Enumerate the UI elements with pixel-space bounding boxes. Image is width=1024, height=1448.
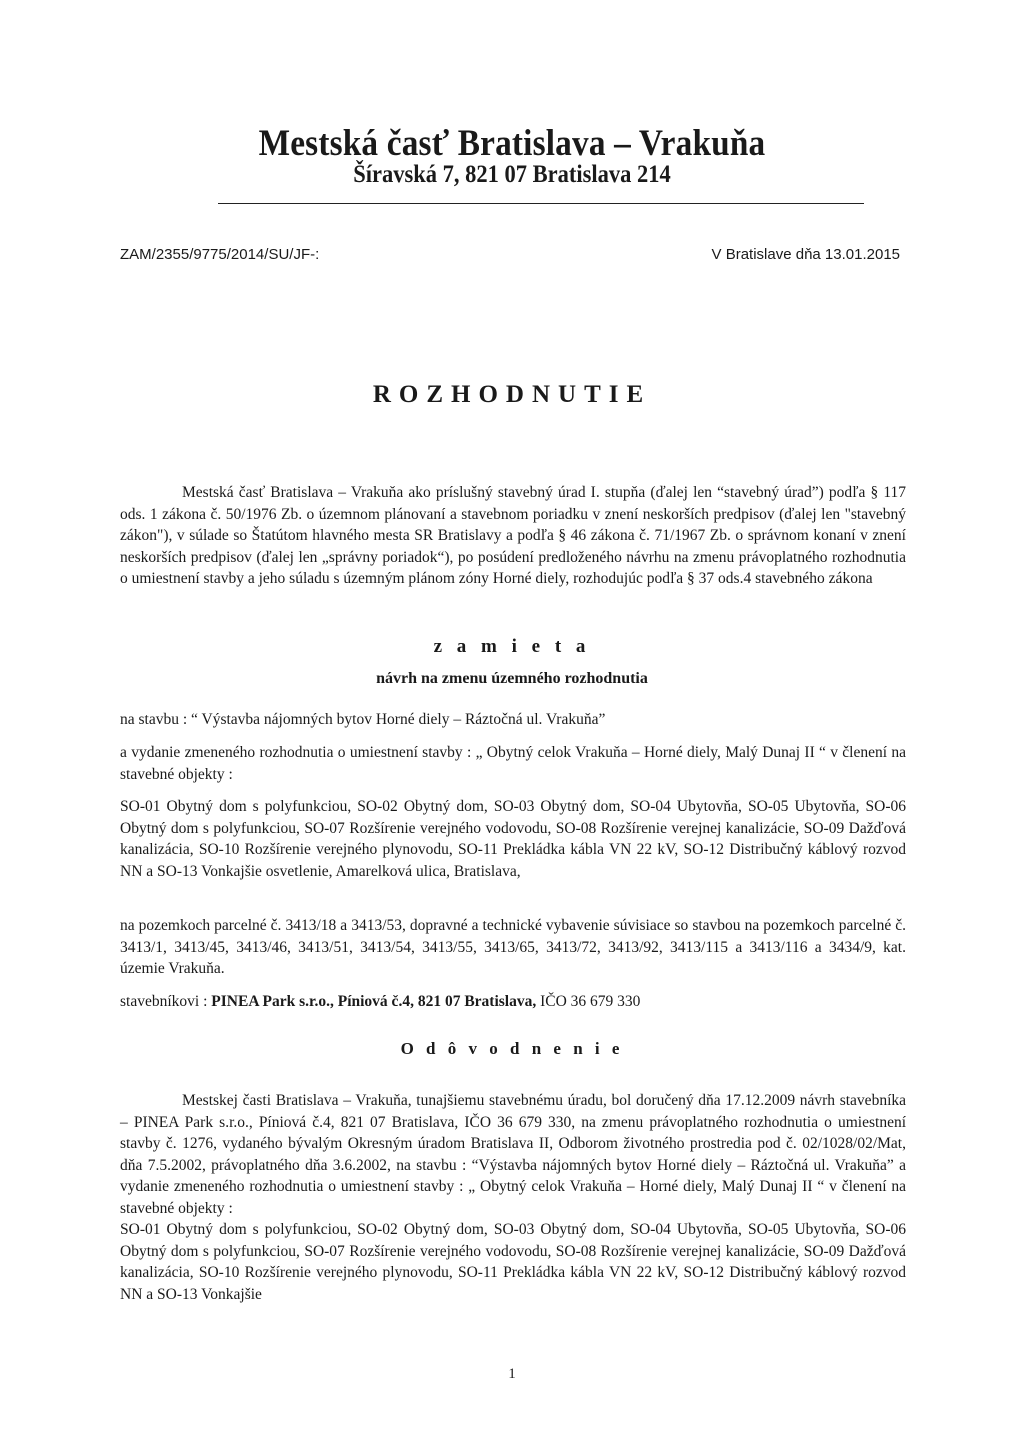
builder-label: stavebníkovi :: [120, 993, 212, 1010]
parcels-block: [120, 915, 906, 980]
verdict: z a m i e t a: [433, 636, 591, 657]
reasoning-paragraph: Mestskej časti Bratislava – Vrakuňa, tunajšiemu stavebnému úradu, bol doručený dňa 17.12.2009 návrh stavebníka – PINEA Park s.r.o., Píniová č.4, 821 07 Bratislava, IČO 36 679 330, na zmenu právoplatného rozhodnutia o umiestnení stavby č. 1276, vydaného bývalým Okresným úradom Bratislava II, Odborom životného prostredia pod č. 02/1028/02/Mat, dňa 7.5.2002, právoplatného dňa 3.6.2002, na stavbu : “Výstavba nájomných bytov Horné diely – Ráztočná ul. Vrakuňa” a vydanie zmeneného rozhodnutia o umiestnení stavby : „ Obytný celok Vrakuňa – Horné diely, Malý Dunaj II “ v členení na stavebné objekty :: [120, 1092, 906, 1217]
builder-line: [120, 991, 906, 1013]
stavba-block: [120, 709, 906, 731]
parcels-line: na pozemkoch parcelné č. 3413/18 a 3413/53, dopravné a technické vybavenie súvisiace so stavbou na pozemkoch parcelné č. 3413/1, 3413/45, 3413/46, 3413/51, 3413/54, 3413/55, 3413/65, 3413/72, 3413/92, 3413/115 a 3413/116 a 3434/9, kat. územie Vrakuňa.: [120, 917, 906, 977]
objects-block: [120, 796, 906, 882]
decision-intro-block: [120, 482, 906, 590]
issue-date: V Bratislave dňa 13.01.2015: [711, 246, 900, 263]
decision-title: ROZHODNUTIE: [372, 381, 652, 408]
header-divider: [218, 203, 864, 204]
reasoning-objects: SO-01 Obytný dom s polyfunkciou, SO-02 Obytný dom, SO-03 Obytný dom, SO-04 Ubytovňa, SO-05 Ubytovňa, SO-06 Obytný dom s polyfunkciou, SO-07 Rozšírenie verejného vodovodu, SO-08 Rozšírenie verejnej kanalizácie, SO-09 Dažďová kanalizácia, SO-10 Rozšírenie verejného plynovodu, SO-11 Prekládka kábla VN 22 kV, SO-12 Distribučný káblový rozvod NN a SO-13 Vonkajšie: [120, 1221, 906, 1303]
verdict-object: návrh na zmenu územného rozhodnutia: [376, 670, 648, 687]
builder-ico: IČO 36 679 330: [536, 993, 641, 1010]
page-number: 1: [508, 1366, 516, 1382]
vydanie-line: a vydanie zmeneného rozhodnutia o umiestnení stavby : „ Obytný celok Vrakuňa – Horné diely, Malý Dunaj II “ v členení na stavebné objekty :: [120, 744, 906, 783]
builder-name: PINEA Park s.r.o., Píniová č.4, 821 07 Bratislava,: [211, 993, 537, 1010]
objects-list: SO-01 Obytný dom s polyfunkciou, SO-02 Obytný dom, SO-03 Obytný dom, SO-04 Ubytovňa, SO-05 Ubytovňa, SO-06 Obytný dom s polyfunkciou, SO-07 Rozšírenie verejného vodovodu, SO-08 Rozšírenie verejnej kanalizácie, SO-09 Dažďová kanalizácia, SO-10 Rozšírenie verejného plynovodu, SO-11 Prekládka kábla VN 22 kV, SO-12 Distribučný káblový rozvod NN a SO-13 Vonkajšie osvetlenie, Amarelková ulica, Bratislava,: [120, 798, 906, 880]
reference-number: ZAM/2355/9775/2014/SU/JF-:: [120, 246, 320, 263]
decision-intro: Mestská časť Bratislava – Vrakuňa ako príslušný stavebný úrad I. stupňa (ďalej len “stavebný úrad”) podľa § 117 ods. 1 zákona č. 50/1976 Zb. o územnom plánovaní a stavebnom poriadku v znení neskorších predpisov (ďalej len "stavebný zákon"), v súlade so Štatútom hlavného mesta SR Bratislavy a podľa § 46 zákona č. 71/1967 Zb. o správnom konaní v znení neskorších predpisov (ďalej len „správny poriadok“), po posúdení predloženého návrhu na zmenu právoplatného rozhodnutia o umiestnení stavby a jeho súladu s územným plánom zóny Horné diely, rozhodujúc podľa § 37 ods.4 stavebného zákona: [120, 484, 906, 587]
reasoning-block: [120, 1090, 906, 1305]
reasoning-title: O d ô v o d n e n i e: [400, 1039, 624, 1058]
stavba-line: na stavbu : “ Výstavba nájomných bytov Horné diely – Ráztočná ul. Vrakuňa”: [120, 711, 606, 728]
builder-block: [120, 991, 906, 1013]
office-title: Mestská časť Bratislava – Vrakuňa: [258, 123, 766, 164]
office-address: Šíravská 7, 821 07 Bratislava 214: [353, 161, 671, 188]
vydanie-block: [120, 742, 906, 785]
